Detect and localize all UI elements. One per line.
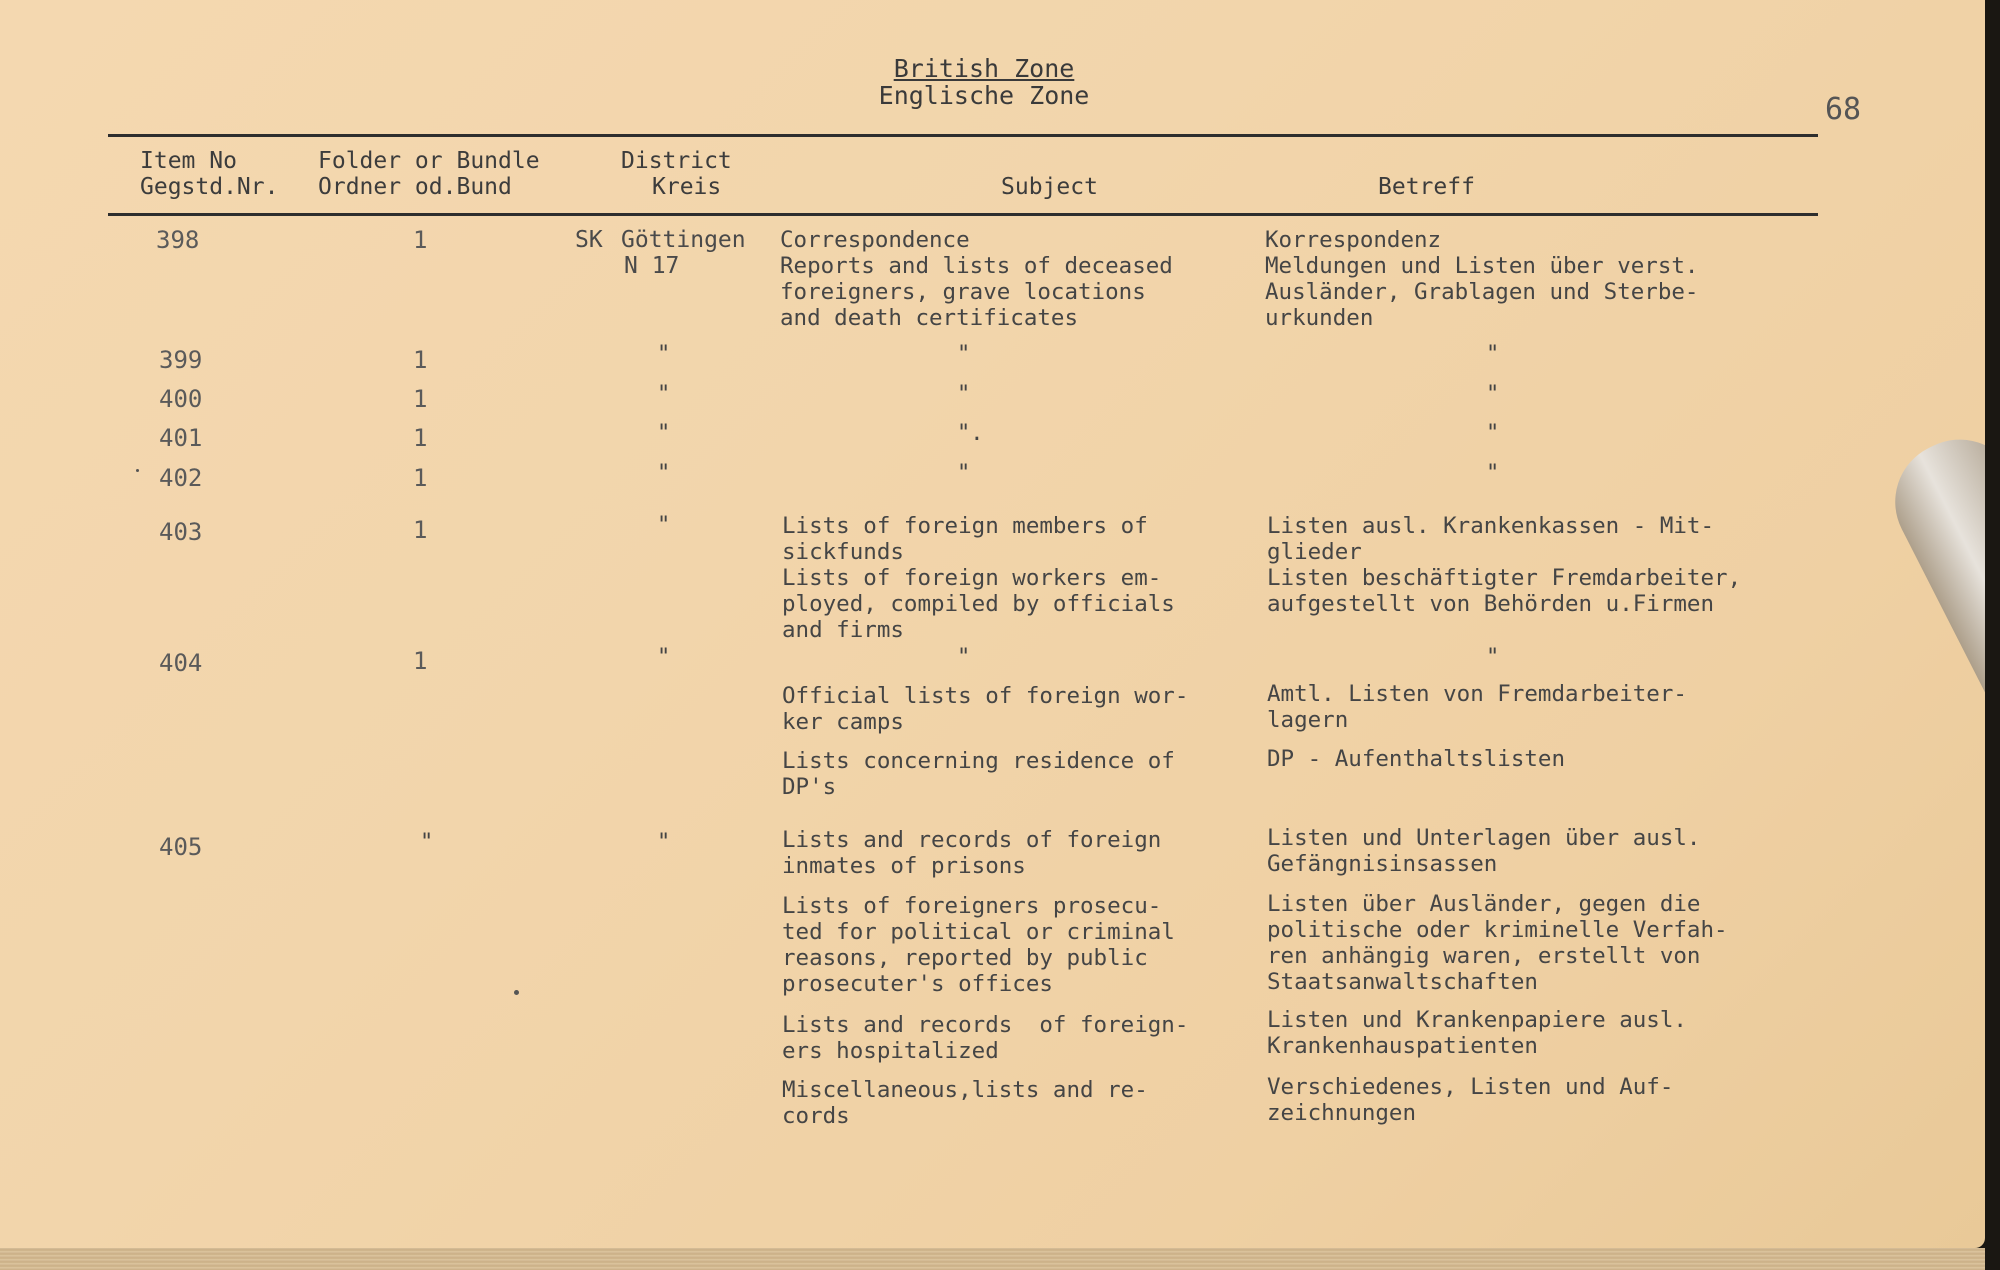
row-398-subject-1: Correspondence <box>780 227 970 253</box>
header-top-rule <box>108 134 1818 137</box>
row-399-folder: 1 <box>413 346 428 374</box>
row-399-betreff: " <box>1486 342 1500 367</box>
row-399-district: " <box>657 342 671 367</box>
row-398-folder: 1 <box>413 226 428 254</box>
row-403-folder: 1 <box>413 516 428 544</box>
row-405-district: " <box>657 830 671 855</box>
row-404-betreff-ditto: " <box>1486 645 1500 670</box>
row-400-folder: 1 <box>413 385 428 413</box>
row-399-subject: " <box>957 342 971 367</box>
ink-speck <box>514 990 519 995</box>
row-398-subject-3: foreigners, grave locations <box>780 279 1146 305</box>
row-405-subject-b4: prosecuter's offices <box>782 971 1053 997</box>
row-403-betreff-3: Listen beschäftigter Fremdarbeiter, <box>1267 565 1742 591</box>
row-405-subject-b1: Lists of foreigners prosecu- <box>782 893 1162 919</box>
row-401-district: " <box>657 421 671 446</box>
row-400-betreff: " <box>1486 382 1500 407</box>
row-401-item: 401 <box>159 424 203 452</box>
row-402-subject: " <box>957 461 971 486</box>
col-item-header-de: Gegstd.Nr. <box>140 174 279 200</box>
row-403-subject-3: Lists of foreign workers em- <box>782 565 1162 591</box>
row-405-betreff-c2: Krankenhauspatienten <box>1267 1033 1538 1059</box>
col-subject-header: Subject <box>1001 174 1098 200</box>
row-403-subject-4: ployed, compiled by officials <box>782 591 1175 617</box>
row-405-betreff-c1: Listen und Krankenpapiere ausl. <box>1267 1007 1687 1033</box>
row-405-betreff-d2: zeichnungen <box>1267 1100 1417 1126</box>
row-398-subject-2: Reports and lists of deceased <box>780 253 1173 279</box>
row-405-subject-d1: Miscellaneous,lists and re- <box>782 1077 1148 1103</box>
row-404-item: 404 <box>159 649 203 677</box>
ink-speck-small <box>136 469 139 472</box>
row-402-folder: 1 <box>413 464 428 492</box>
row-398-betreff-1: Korrespondenz <box>1265 227 1442 253</box>
row-405-betreff-b4: Staatsanwaltschaften <box>1267 969 1538 995</box>
row-405-subject-b2: ted for political or criminal <box>782 919 1175 945</box>
row-405-betreff-b1: Listen über Ausländer, gegen die <box>1267 891 1701 917</box>
row-405-subject-b3: reasons, reported by public <box>782 945 1148 971</box>
row-404-district: " <box>657 645 671 670</box>
row-405-folder: " <box>420 830 434 855</box>
row-403-subject-5: and firms <box>782 617 904 643</box>
row-405-subject-a1: Lists and records of foreign <box>782 827 1162 853</box>
row-403-subject-2: sickfunds <box>782 539 904 565</box>
row-405-subject-d2: cords <box>782 1103 850 1129</box>
row-400-item: 400 <box>159 385 203 413</box>
row-403-district: " <box>657 513 671 538</box>
row-398-subject-4: and death certificates <box>780 305 1079 331</box>
zone-title-english: British Zone <box>893 54 1075 83</box>
row-398-district-sub: N 17 <box>624 253 680 279</box>
row-404-subject-a1: Official lists of foreign wor- <box>782 683 1189 709</box>
col-betreff-header: Betreff <box>1378 174 1475 200</box>
row-401-betreff: " <box>1486 421 1500 446</box>
row-404-folder: 1 <box>413 647 428 675</box>
row-405-betreff-b3: ren anhängig waren, erstellt von <box>1267 943 1701 969</box>
row-404-subject-a2: ker camps <box>782 709 904 735</box>
row-400-district: " <box>657 382 671 407</box>
row-405-subject-a2: inmates of prisons <box>782 853 1026 879</box>
row-405-subject-c1: Lists and records of foreign- <box>782 1012 1189 1038</box>
row-401-subject: ". <box>957 421 984 446</box>
row-402-item: 402 <box>159 464 203 492</box>
row-398-betreff-4: urkunden <box>1265 305 1374 331</box>
row-402-district: " <box>657 461 671 486</box>
row-405-betreff-b2: politische oder kriminelle Verfah- <box>1267 917 1728 943</box>
row-403-item: 403 <box>159 518 203 546</box>
row-403-betreff-2: glieder <box>1267 539 1362 565</box>
row-401-folder: 1 <box>413 424 428 452</box>
row-404-subject-b2: DP's <box>782 774 837 800</box>
row-403-betreff-1: Listen ausl. Krankenkassen - Mit- <box>1267 513 1715 539</box>
row-398-district-prefix: SK <box>575 227 603 253</box>
row-399-item: 399 <box>159 346 203 374</box>
row-398-district: Göttingen <box>621 227 746 253</box>
row-405-betreff-a2: Gefängnisinsassen <box>1267 851 1498 877</box>
tweezer-tool <box>1875 419 1985 1206</box>
row-404-betreff-a2: lagern <box>1267 707 1349 733</box>
row-405-betreff-a1: Listen und Unterlagen über ausl. <box>1267 825 1701 851</box>
row-400-subject: " <box>957 382 971 407</box>
header-bottom-rule <box>108 213 1818 216</box>
page-stack-edge <box>0 1248 1985 1270</box>
row-398-betreff-3: Ausländer, Grablagen und Sterbe- <box>1265 279 1699 305</box>
page-number: 68 <box>1825 92 1862 127</box>
row-404-betreff-a1: Amtl. Listen von Fremdarbeiter- <box>1267 681 1687 707</box>
row-405-item: 405 <box>159 833 203 861</box>
row-398-betreff-2: Meldungen und Listen über verst. <box>1265 253 1699 279</box>
row-398-item: 398 <box>156 226 200 254</box>
col-district-header-en: District <box>621 148 732 174</box>
col-item-header-en: Item No <box>140 148 237 174</box>
row-404-betreff-b1: DP - Aufenthaltslisten <box>1267 746 1566 772</box>
row-403-betreff-4: aufgestellt von Behörden u.Firmen <box>1267 591 1715 617</box>
row-404-subject-ditto: " <box>957 645 971 670</box>
row-404-subject-b1: Lists concerning residence of <box>782 748 1175 774</box>
row-402-betreff: " <box>1486 461 1500 486</box>
zone-title-german: Englische Zone <box>878 81 1090 110</box>
row-405-betreff-d1: Verschiedenes, Listen und Auf- <box>1267 1074 1674 1100</box>
row-403-subject-1: Lists of foreign members of <box>782 513 1148 539</box>
col-folder-header-en: Folder or Bundle <box>318 148 540 174</box>
row-405-subject-c2: ers hospitalized <box>782 1038 999 1064</box>
col-district-header-de: Kreis <box>652 174 722 200</box>
col-folder-header-de: Ordner od.Bund <box>318 174 512 200</box>
